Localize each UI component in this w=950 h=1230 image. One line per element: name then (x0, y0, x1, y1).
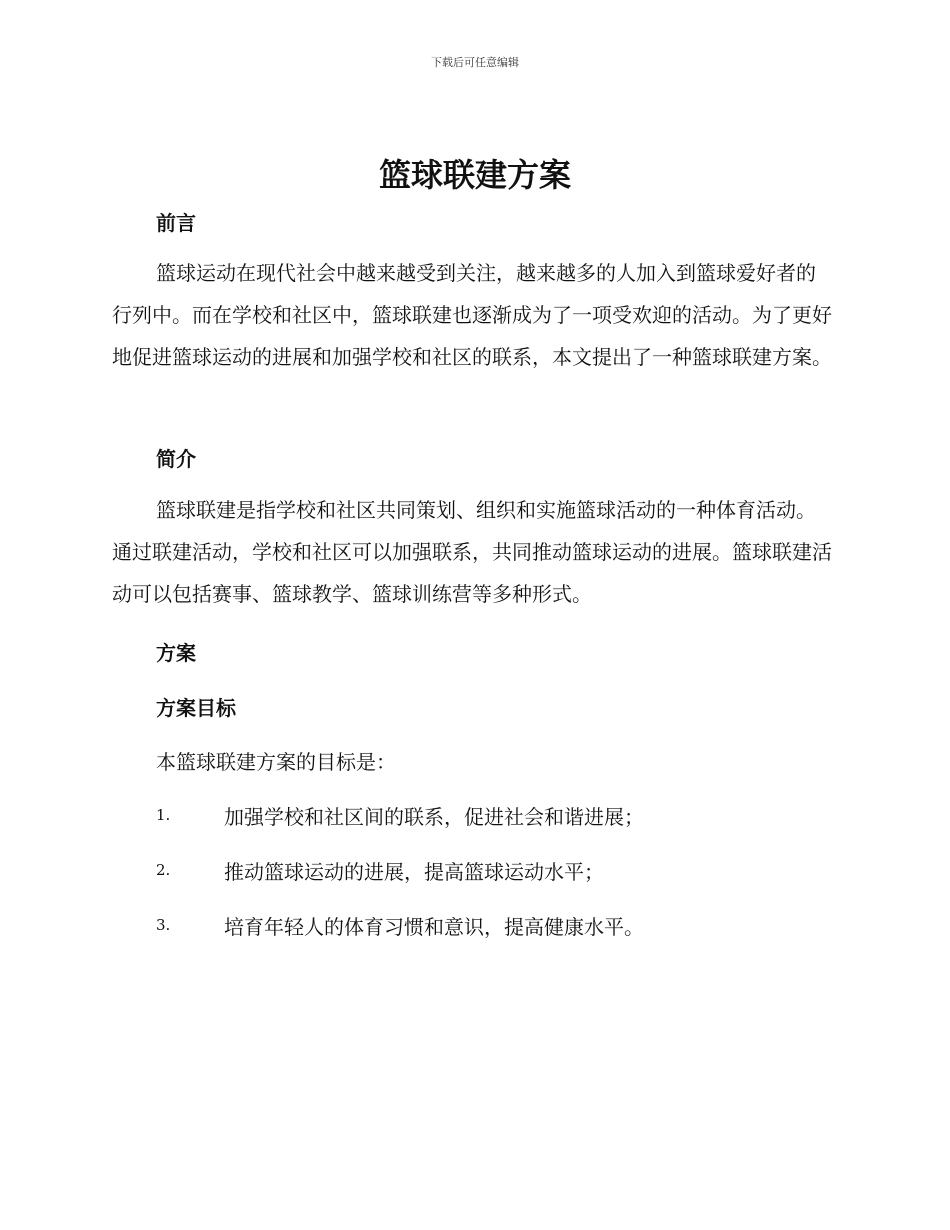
heading-plan-goal: 方案目标 (156, 696, 236, 720)
document-title: 篮球联建方案 (378, 156, 571, 194)
list-text: 推动篮球运动的进展，提高篮球运动水平； (224, 860, 604, 884)
goal-intro: 本篮球联建方案的目标是： (156, 750, 396, 774)
heading-preface: 前言 (156, 211, 196, 235)
paragraph-preface: 篮球运动在现代社会中越来越受到关注，越来越多的人加入到篮球爱好者的行列中。而在学校和社区中，篮球联建也逐渐成为了一项受欢迎的活动。为了更好地促进篮球运动的进展和加强学校和社区的联系，本文提出了一种篮球联建方案。 (112, 261, 832, 369)
heading-plan: 方案 (156, 641, 196, 665)
list-text: 加强学校和社区间的联系，促进社会和谐进展； (224, 805, 644, 829)
paragraph-intro: 篮球联建是指学校和社区共同策划、组织和实施篮球活动的一种体育活动。通过联建活动，学校和社区可以加强联系，共同推动篮球运动的进展。篮球联建活动可以包括赛事、篮球教学、篮球训练营等多种形式。 (112, 498, 832, 606)
list-number: 3. (156, 916, 171, 934)
list-number: 1. (156, 806, 171, 824)
heading-intro: 简介 (156, 447, 196, 471)
header-note: 下载后可任意编辑 (431, 56, 519, 69)
list-text: 培育年轻人的体育习惯和意识，提高健康水平。 (224, 915, 644, 939)
list-number: 2. (156, 861, 171, 879)
